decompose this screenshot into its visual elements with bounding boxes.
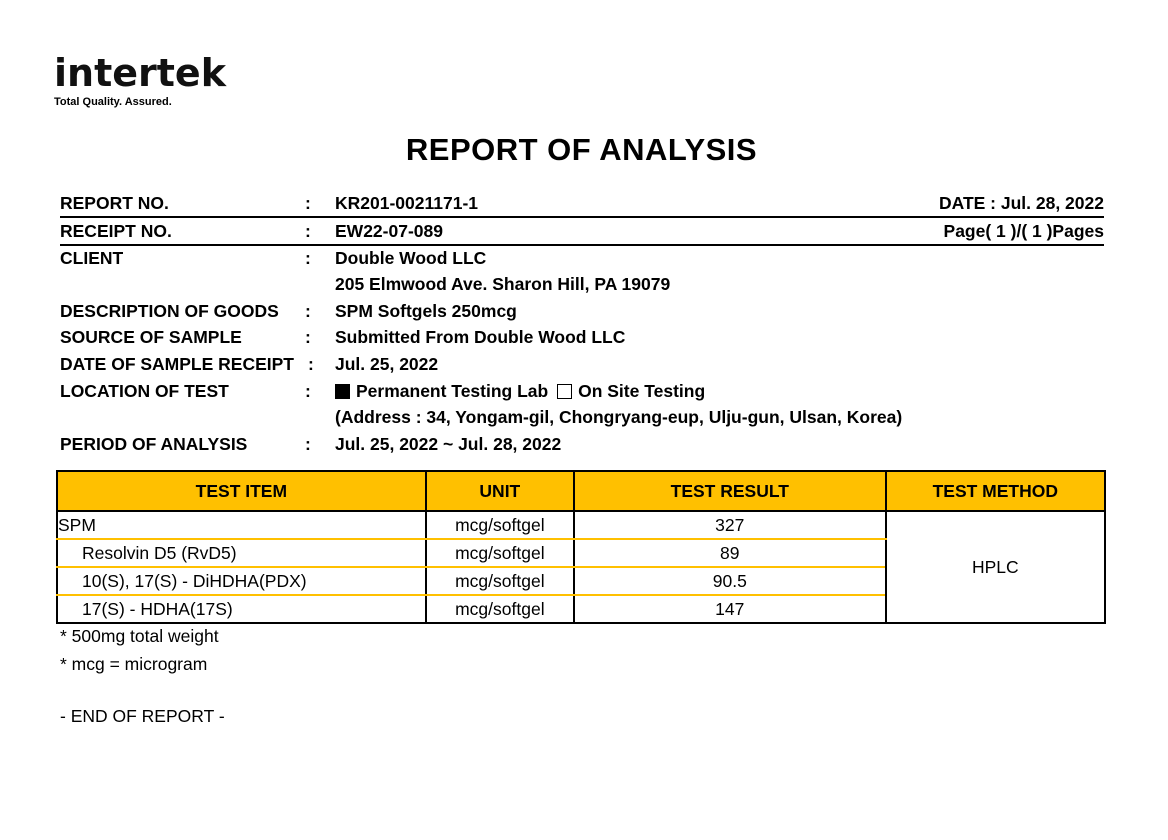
cell-result: 147 <box>574 595 886 623</box>
source-value: Submitted From Double Wood LLC <box>335 327 626 347</box>
separator: : <box>305 434 311 454</box>
separator: : <box>305 221 311 241</box>
receipt-no-row <box>60 218 1104 246</box>
location-option-permanent: Permanent Testing Lab <box>356 381 549 401</box>
location-row <box>60 378 1104 404</box>
logo-tagline: Total Quality. Assured. <box>54 96 172 108</box>
cell-unit: mcg/softgel <box>426 511 574 539</box>
separator: : <box>305 193 311 213</box>
receipt-no-value: EW22-07-089 <box>335 221 443 241</box>
footnote: * 500mg total weight <box>60 626 219 646</box>
table-header-row <box>57 471 1105 511</box>
separator: : <box>305 248 311 268</box>
receipt-date-row <box>60 351 1104 377</box>
cell-result: 89 <box>574 539 886 567</box>
cell-unit: mcg/softgel <box>426 539 574 567</box>
page-count: Page( 1 )/( 1 )Pages <box>943 221 1104 241</box>
separator: : <box>305 301 311 321</box>
unchecked-box-icon <box>557 384 572 399</box>
source-row <box>60 324 1104 350</box>
location-options <box>335 378 705 404</box>
location-address: (Address : 34, Yongam-gil, Chongryang-eup, Ulju-gun, Ulsan, Korea) <box>335 407 903 427</box>
header-test-result: TEST RESULT <box>574 471 886 511</box>
client-label: CLIENT <box>60 248 124 268</box>
separator: : <box>308 354 314 374</box>
header-unit: UNIT <box>426 471 574 511</box>
goods-value: SPM Softgels 250mcg <box>335 301 517 321</box>
goods-label: DESCRIPTION OF GOODS <box>60 301 279 321</box>
receipt-date-label: DATE OF SAMPLE RECEIPT <box>60 354 294 374</box>
header-test-method: TEST METHOD <box>886 471 1105 511</box>
separator: : <box>305 327 311 347</box>
client-row <box>60 245 1104 271</box>
cell-item: SPM <box>57 511 426 539</box>
cell-result: 327 <box>574 511 886 539</box>
cell-item: Resolvin D5 (RvD5) <box>57 539 426 567</box>
source-label: SOURCE OF SAMPLE <box>60 327 242 347</box>
receipt-date-value: Jul. 25, 2022 <box>335 354 439 374</box>
cell-method: HPLC <box>886 511 1105 623</box>
period-value: Jul. 25, 2022 ~ Jul. 28, 2022 <box>335 434 562 454</box>
location-address-row <box>60 404 1104 430</box>
cell-result: 90.5 <box>574 567 886 595</box>
period-label: PERIOD OF ANALYSIS <box>60 434 248 454</box>
cell-unit: mcg/softgel <box>426 595 574 623</box>
goods-row <box>60 298 1104 324</box>
client-address: 205 Elmwood Ave. Sharon Hill, PA 19079 <box>335 274 671 294</box>
end-of-report: - END OF REPORT - <box>60 706 225 726</box>
report-no-row <box>60 190 1104 218</box>
report-no-value: KR201-0021171-1 <box>335 193 479 213</box>
footnote: * mcg = microgram <box>60 654 208 674</box>
report-title: REPORT OF ANALYSIS <box>405 132 758 167</box>
client-name: Double Wood LLC <box>335 248 487 268</box>
company-logo <box>54 52 226 108</box>
separator: : <box>305 381 311 401</box>
cell-item: 17(S) - HDHA(17S) <box>57 595 426 623</box>
header-test-item: TEST ITEM <box>57 471 426 511</box>
report-date: DATE : Jul. 28, 2022 <box>938 193 1104 213</box>
table-row <box>57 511 1105 539</box>
location-label: LOCATION OF TEST <box>60 381 229 401</box>
cell-item: 10(S), 17(S) - DiHDHA(PDX) <box>57 567 426 595</box>
checked-box-icon <box>335 384 350 399</box>
client-address-row <box>60 271 1104 297</box>
receipt-no-label: RECEIPT NO. <box>60 221 172 241</box>
logo-wordmark: intertek <box>54 51 226 95</box>
footnotes <box>60 622 219 678</box>
cell-unit: mcg/softgel <box>426 567 574 595</box>
location-option-onsite: On Site Testing <box>578 381 706 401</box>
period-row <box>60 431 1104 457</box>
results-table <box>56 470 1106 624</box>
report-no-label: REPORT NO. <box>60 193 169 213</box>
